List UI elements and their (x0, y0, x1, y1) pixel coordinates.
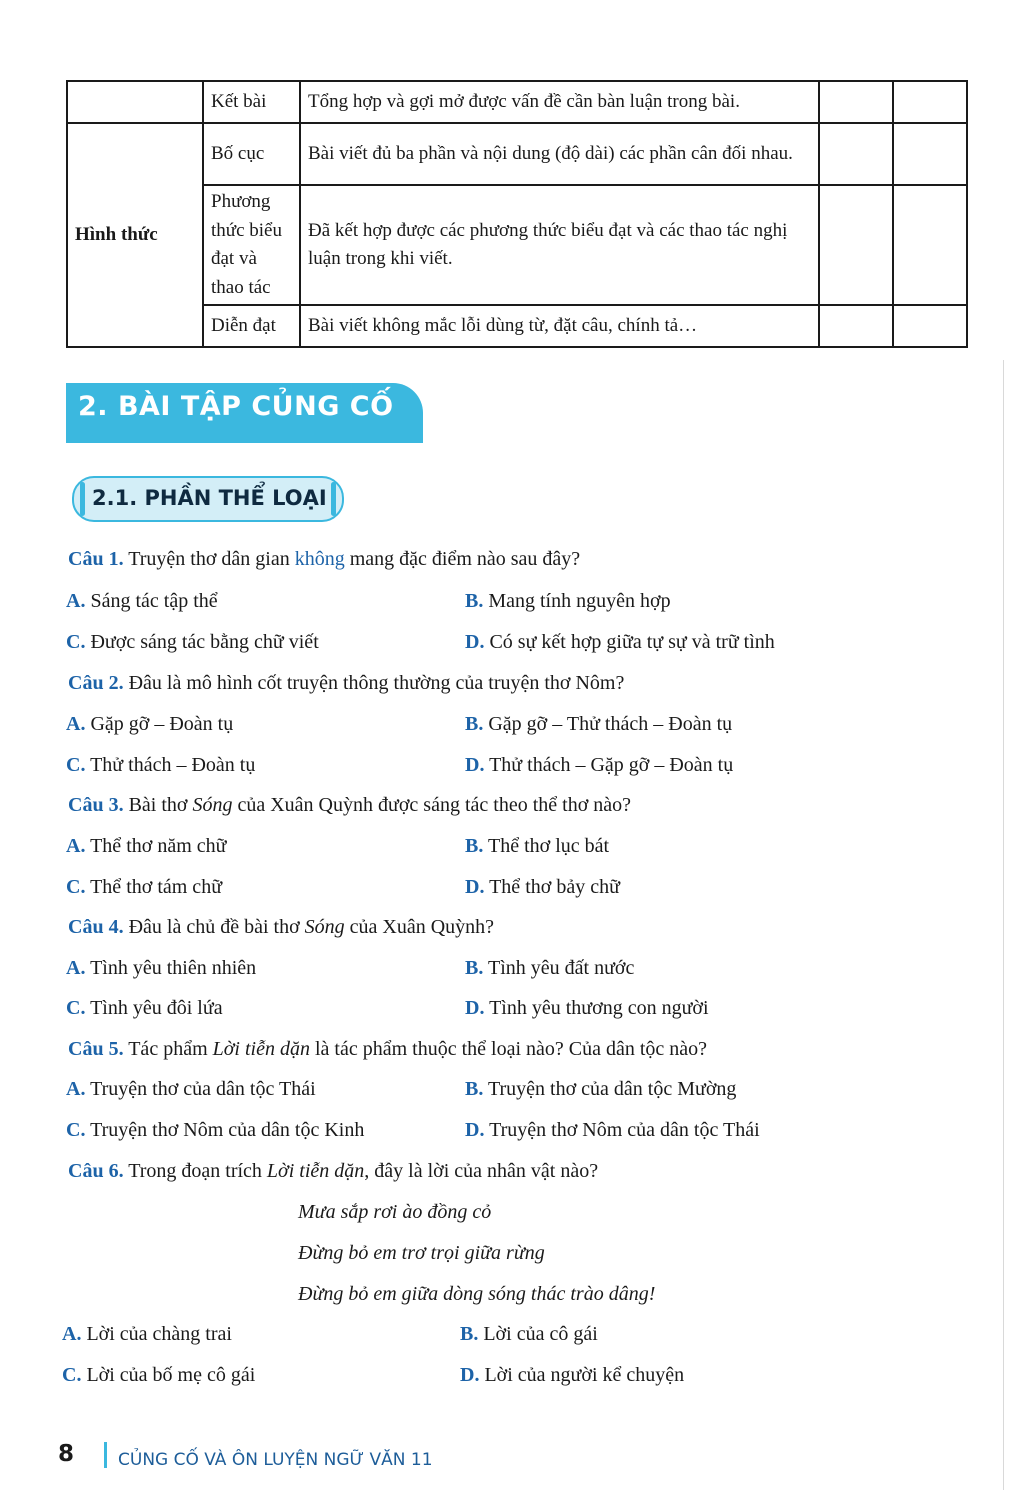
question-5 (68, 1038, 707, 1061)
option-text: Tình yêu thiên nhiên (90, 957, 257, 979)
option-key: D. (460, 1364, 480, 1386)
work-title: Sóng (192, 794, 233, 816)
option-text: Truyện thơ Nôm của dân tộc Kinh (90, 1119, 365, 1141)
table-cell-score (893, 185, 967, 305)
work-title: Sóng (304, 916, 345, 938)
subsection-title: 2.1. PHẦN THỂ LOẠI (92, 486, 327, 510)
option-key: D. (465, 631, 485, 653)
option-text: Thử thách – Đoàn tụ (90, 754, 256, 776)
subsection-pill (72, 476, 344, 522)
table-cell-criterion: Kết bài (203, 81, 300, 123)
option-a (66, 713, 233, 736)
option-text: Tình yêu thương con người (489, 997, 709, 1019)
question-text: của Xuân Quỳnh? (349, 916, 495, 938)
question-4 (68, 916, 494, 939)
table-cell-description: Bài viết không mắc lỗi dùng từ, đặt câu, chính tả… (300, 305, 819, 347)
option-text: Tình yêu đất nước (487, 957, 635, 979)
option-key: A. (66, 590, 86, 612)
option-d (465, 997, 709, 1020)
option-key: A. (66, 1078, 86, 1100)
option-key: B. (465, 713, 484, 735)
option-c (66, 631, 319, 654)
option-c (66, 1119, 364, 1142)
table-cell-criterion: Bố cục (203, 123, 300, 185)
table-cell-description: Đã kết hợp được các phương thức biểu đạt và các thao tác nghị luận trong khi viết. (300, 185, 819, 305)
work-title: Lời tiễn dặn (266, 1160, 365, 1182)
option-d (460, 1364, 684, 1387)
option-key: B. (465, 590, 484, 612)
option-key: C. (66, 631, 86, 653)
table-cell-criterion: Phương thức biểu đạt và thao tác (203, 185, 300, 305)
question-label: Câu 3. (68, 794, 124, 816)
option-d (465, 1119, 760, 1142)
option-key: B. (465, 957, 484, 979)
section-banner (66, 383, 423, 439)
table-cell-score (893, 81, 967, 123)
option-text: Lời của chàng trai (86, 1323, 232, 1345)
section-title: 2. BÀI TẬP CỦNG CỐ (78, 391, 394, 422)
question-text: Đâu là chủ đề bài thơ (128, 916, 300, 938)
table-cell-score (819, 185, 893, 305)
rubric-table (66, 80, 968, 348)
table-cell-description: Tổng hợp và gợi mở được vấn đề cần bàn luận trong bài. (300, 81, 819, 123)
option-key: D. (465, 754, 485, 776)
table-cell-group: Hình thức (67, 123, 203, 347)
table-row (67, 81, 967, 123)
option-text: Sáng tác tập thể (90, 590, 218, 612)
option-b (465, 713, 732, 736)
verse-line: Đừng bỏ em trơ trọi giữa rừng (298, 1242, 545, 1264)
option-key: C. (66, 754, 86, 776)
question-text: Đâu là mô hình cốt truyện thông thường của truyện thơ Nôm? (128, 672, 625, 694)
option-text: Thử thách – Gặp gỡ – Đoàn tụ (489, 754, 734, 776)
question-3 (68, 794, 631, 817)
option-c (62, 1364, 255, 1387)
option-text: Thể thơ bảy chữ (489, 876, 620, 898)
table-cell-score (819, 123, 893, 185)
option-text: Lời của cô gái (483, 1323, 598, 1345)
option-key: D. (465, 1119, 485, 1141)
table-cell-score (819, 305, 893, 347)
option-text: Thể thơ tám chữ (90, 876, 223, 898)
table-cell-criterion: Diễn đạt (203, 305, 300, 347)
option-b (465, 957, 634, 980)
page-number: 8 (58, 1441, 75, 1467)
option-text: Mang tính nguyên hợp (488, 590, 671, 612)
option-text: Thể thơ lục bát (487, 835, 610, 857)
option-text: Truyện thơ của dân tộc Mường (487, 1078, 737, 1100)
option-a (62, 1323, 232, 1346)
option-b (465, 1078, 736, 1101)
verse-line: Đừng bỏ em giữa dòng sóng thác trào dâng! (298, 1283, 656, 1305)
question-1 (68, 548, 580, 571)
option-c (66, 754, 255, 777)
table-row (67, 123, 967, 185)
option-key: A. (62, 1323, 82, 1345)
option-text: Lời của người kể chuyện (484, 1364, 685, 1386)
table-cell-score (893, 123, 967, 185)
option-key: D. (465, 876, 485, 898)
option-key: B. (465, 1078, 484, 1100)
option-d (465, 754, 733, 777)
pill-bar-right (331, 482, 336, 516)
option-text: Có sự kết hợp giữa tự sự và trữ tình (489, 631, 775, 653)
option-key: C. (66, 876, 86, 898)
work-title: Lời tiễn dặn (212, 1038, 310, 1060)
question-text: Truyện thơ dân gian (128, 548, 290, 570)
option-key: A. (66, 713, 86, 735)
table-cell-score (893, 305, 967, 347)
question-text: là tác phẩm thuộc thể loại nào? Của dân tộc nào? (314, 1038, 708, 1060)
question-label: Câu 5. (68, 1038, 124, 1060)
option-d (465, 631, 775, 654)
question-label: Câu 4. (68, 916, 124, 938)
option-key: A. (66, 835, 86, 857)
option-a (66, 835, 226, 858)
question-label: Câu 2. (68, 672, 124, 694)
question-text: Bài thơ (128, 794, 188, 816)
option-text: Truyện thơ của dân tộc Thái (90, 1078, 316, 1100)
verse-line: Mưa sắp rơi ào đồng cỏ (298, 1201, 492, 1223)
option-a (66, 957, 256, 980)
option-key: B. (465, 835, 484, 857)
question-label: Câu 1. (68, 548, 124, 570)
section-rule (66, 432, 423, 443)
option-key: C. (66, 997, 86, 1019)
option-text: Thể thơ năm chữ (90, 835, 227, 857)
option-text: Gặp gỡ – Thử thách – Đoàn tụ (488, 713, 733, 735)
option-text: Được sáng tác bằng chữ viết (90, 631, 319, 653)
option-key: A. (66, 957, 86, 979)
option-a (66, 1078, 316, 1101)
option-c (66, 876, 222, 899)
option-text: Tình yêu đôi lứa (90, 997, 223, 1019)
book-title: CỦNG CỐ VÀ ÔN LUYỆN NGỮ VĂN 11 (118, 1450, 433, 1470)
table-cell-group (67, 81, 203, 123)
option-b (460, 1323, 598, 1346)
option-key: C. (62, 1364, 82, 1386)
option-a (66, 590, 218, 613)
footer-divider (104, 1442, 107, 1468)
question-highlight: không (294, 548, 345, 570)
option-key: B. (460, 1323, 479, 1345)
option-text: Gặp gỡ – Đoàn tụ (90, 713, 234, 735)
option-text: Truyện thơ Nôm của dân tộc Thái (489, 1119, 760, 1141)
question-text: Trong đoạn trích (128, 1160, 262, 1182)
question-text: , đây là lời của nhân vật nào? (364, 1160, 599, 1182)
question-text: của Xuân Quỳnh được sáng tác theo thể thơ nào? (237, 794, 632, 816)
option-b (465, 590, 671, 613)
question-2 (68, 672, 624, 695)
option-c (66, 997, 223, 1020)
option-text: Lời của bố mẹ cô gái (86, 1364, 256, 1386)
question-text: Tác phẩm (128, 1038, 208, 1060)
option-d (465, 876, 620, 899)
pill-bar-left (80, 482, 85, 516)
question-label: Câu 6. (68, 1160, 124, 1182)
table-cell-description: Bài viết đủ ba phần và nội dung (độ dài) các phần cân đối nhau. (300, 123, 819, 185)
question-6 (68, 1160, 598, 1183)
option-b (465, 835, 609, 858)
option-key: D. (465, 997, 485, 1019)
table-cell-score (819, 81, 893, 123)
option-key: C. (66, 1119, 86, 1141)
question-text: mang đặc điểm nào sau đây? (349, 548, 581, 570)
page-edge-line (1003, 360, 1004, 1490)
